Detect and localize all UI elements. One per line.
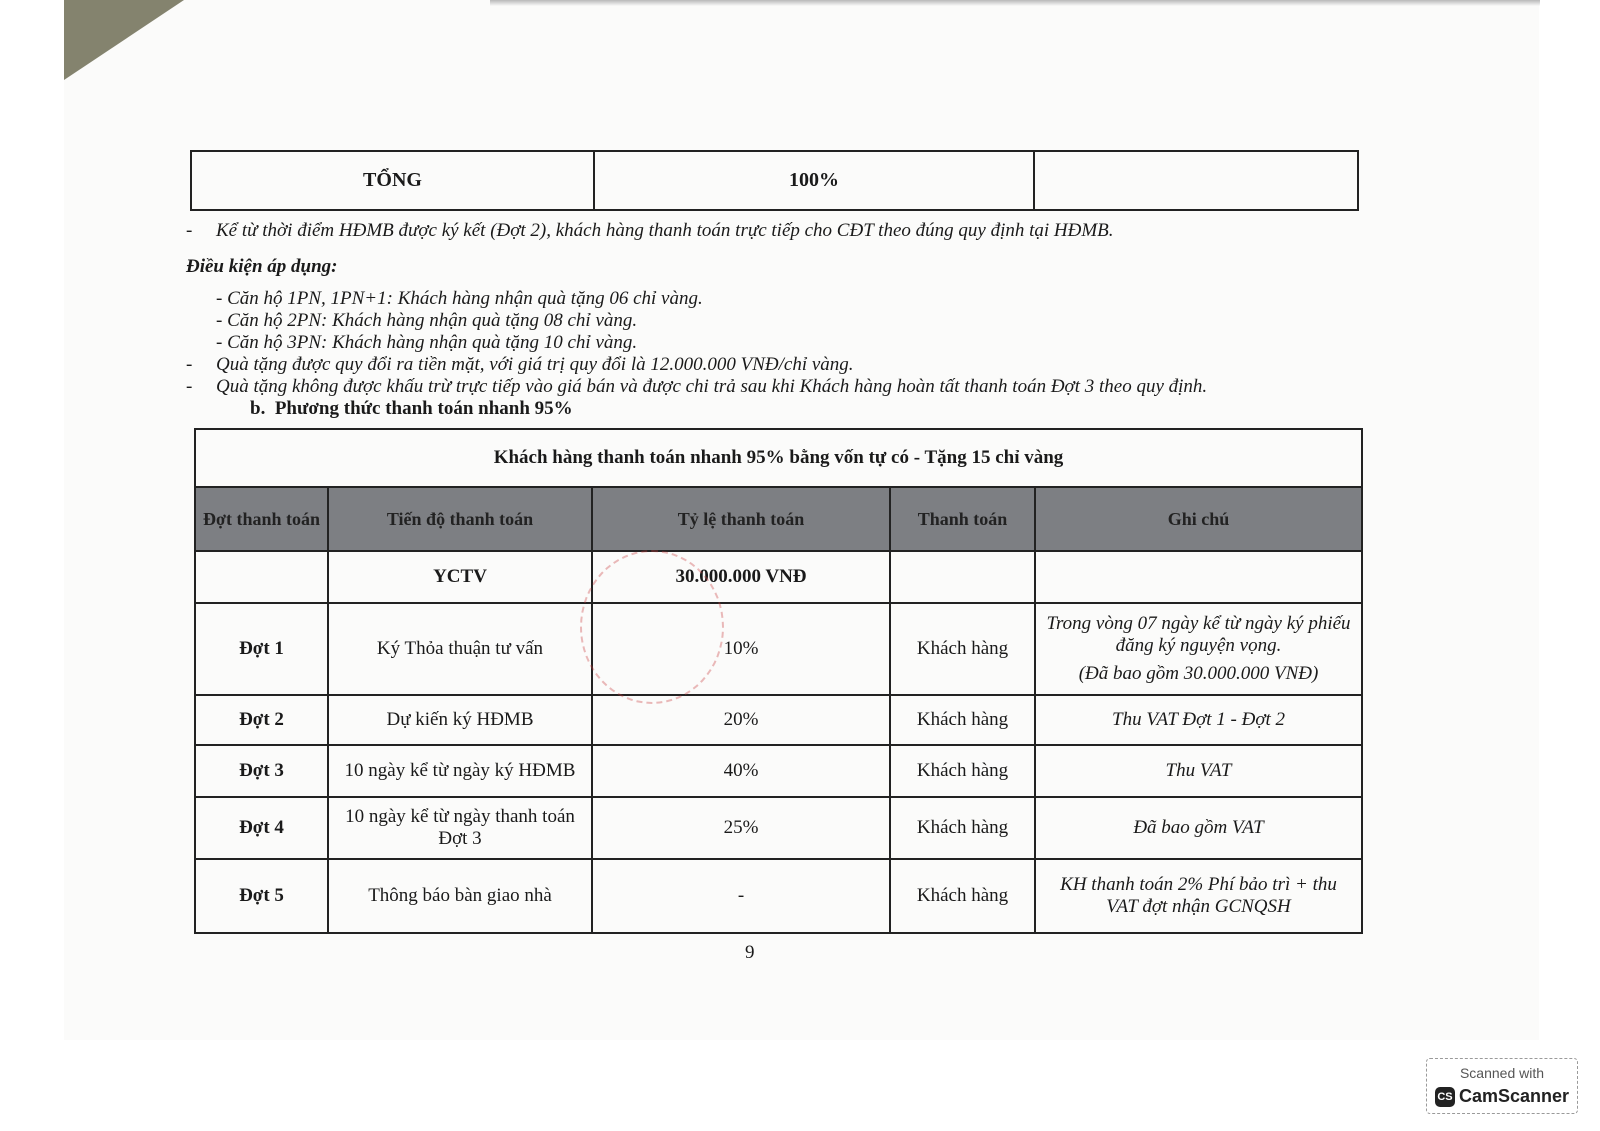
- page-number: 9: [745, 942, 755, 963]
- total-value: 100%: [594, 151, 1034, 210]
- phase-cell: Đợt 3: [195, 745, 328, 797]
- note-cell: Thu VAT Đợt 1 - Đợt 2: [1035, 695, 1362, 745]
- rate-cell: -: [592, 859, 890, 933]
- gift-rule: - Quà tặng không được khấu trừ trực tiếp vào giá bán và được chi trả sau khi Khách hàng hoàn tất thanh toán Đợt 3 theo quy định.: [186, 376, 1208, 397]
- header-note: Ghi chú: [1035, 487, 1362, 551]
- header-rate: Tỷ lệ thanh toán: [592, 487, 890, 551]
- schedule-cell: Thông báo bàn giao nhà: [328, 859, 592, 933]
- yctv-note: [1035, 551, 1362, 603]
- total-note: [1034, 151, 1358, 210]
- phase-cell: Đợt 5: [195, 859, 328, 933]
- payer-cell: Khách hàng: [890, 797, 1035, 859]
- table-caption: Khách hàng thanh toán nhanh 95% bằng vốn tự có - Tặng 15 chỉ vàng: [195, 429, 1362, 487]
- watermark-brand: CamScanner: [1459, 1086, 1570, 1106]
- condition-item: - Căn hộ 3PN: Khách hàng nhận quà tặng 10 chỉ vàng.: [216, 332, 638, 353]
- note-cell: [1035, 603, 1362, 695]
- condition-item: - Căn hộ 1PN, 1PN+1: Khách hàng nhận quà tặng 06 chỉ vàng.: [216, 288, 703, 309]
- note-cell: Thu VAT: [1035, 745, 1362, 797]
- rate-cell: 20%: [592, 695, 890, 745]
- table-row: [195, 603, 1362, 695]
- schedule-cell: 10 ngày kể từ ngày ký HĐMB: [328, 745, 592, 797]
- condition-item: - Căn hộ 2PN: Khách hàng nhận quà tặng 08 chỉ vàng.: [216, 310, 638, 331]
- total-label: TỔNG: [191, 151, 594, 210]
- faded-stamp: [580, 550, 724, 704]
- phase-cell: Đợt 1: [195, 603, 328, 695]
- phase-cell: Đợt 4: [195, 797, 328, 859]
- rate-cell: 25%: [592, 797, 890, 859]
- header-phase: Đợt thanh toán: [195, 487, 328, 551]
- phase-cell: Đợt 2: [195, 695, 328, 745]
- note-cell: KH thanh toán 2% Phí bảo trì + thu VAT đợt nhận GCNQSH: [1035, 859, 1362, 933]
- table-row-yctv: [195, 551, 1362, 603]
- yctv-label: YCTV: [328, 551, 592, 603]
- payer-cell: Khách hàng: [890, 695, 1035, 745]
- total-table: [190, 150, 1359, 211]
- table-header-row: [195, 487, 1362, 551]
- yctv-payer: [890, 551, 1035, 603]
- table-row: [195, 859, 1362, 933]
- camscanner-watermark: [1426, 1058, 1578, 1114]
- payment-schedule-table: [194, 428, 1363, 934]
- note-text: Trong vòng 07 ngày kể từ ngày ký phiếu đăng ký nguyện vọng.: [1046, 613, 1351, 656]
- payer-cell: Khách hàng: [890, 745, 1035, 797]
- table-row: [195, 745, 1362, 797]
- payer-cell: Khách hàng: [890, 603, 1035, 695]
- gift-rule: - Quà tặng được quy đổi ra tiền mặt, với giá trị quy đổi là 12.000.000 VNĐ/chỉ vàng.: [186, 354, 854, 375]
- table-caption-row: [195, 429, 1362, 487]
- yctv-amount: 30.000.000 VNĐ: [592, 551, 890, 603]
- table-row: [195, 797, 1362, 859]
- note-after-contract: - Kể từ thời điểm HĐMB được ký kết (Đợt 2), khách hàng thanh toán trực tiếp cho CĐT theo đúng quy định tại HĐMB.: [186, 220, 1114, 241]
- total-row: [191, 151, 1358, 210]
- conditions-heading: Điều kiện áp dụng:: [186, 256, 338, 277]
- schedule-cell: Ký Thỏa thuận tư vấn: [328, 603, 592, 695]
- header-schedule: Tiến độ thanh toán: [328, 487, 592, 551]
- table-row: [195, 695, 1362, 745]
- schedule-cell: Dự kiến ký HĐMB: [328, 695, 592, 745]
- watermark-caption: Scanned with: [1459, 1065, 1545, 1081]
- rate-cell: 10%: [592, 603, 890, 695]
- rate-cell: 40%: [592, 745, 890, 797]
- note-cell: Đã bao gồm VAT: [1035, 797, 1362, 859]
- camscanner-logo-icon: CS: [1435, 1087, 1455, 1107]
- payer-cell: Khách hàng: [890, 859, 1035, 933]
- section-b-heading: b. Phương thức thanh toán nhanh 95%: [250, 398, 573, 419]
- note-subtext: (Đã bao gồm 30.000.000 VNĐ): [1078, 663, 1319, 684]
- header-payer: Thanh toán: [890, 487, 1035, 551]
- yctv-phase: [195, 551, 328, 603]
- schedule-cell: 10 ngày kể từ ngày thanh toán Đợt 3: [328, 797, 592, 859]
